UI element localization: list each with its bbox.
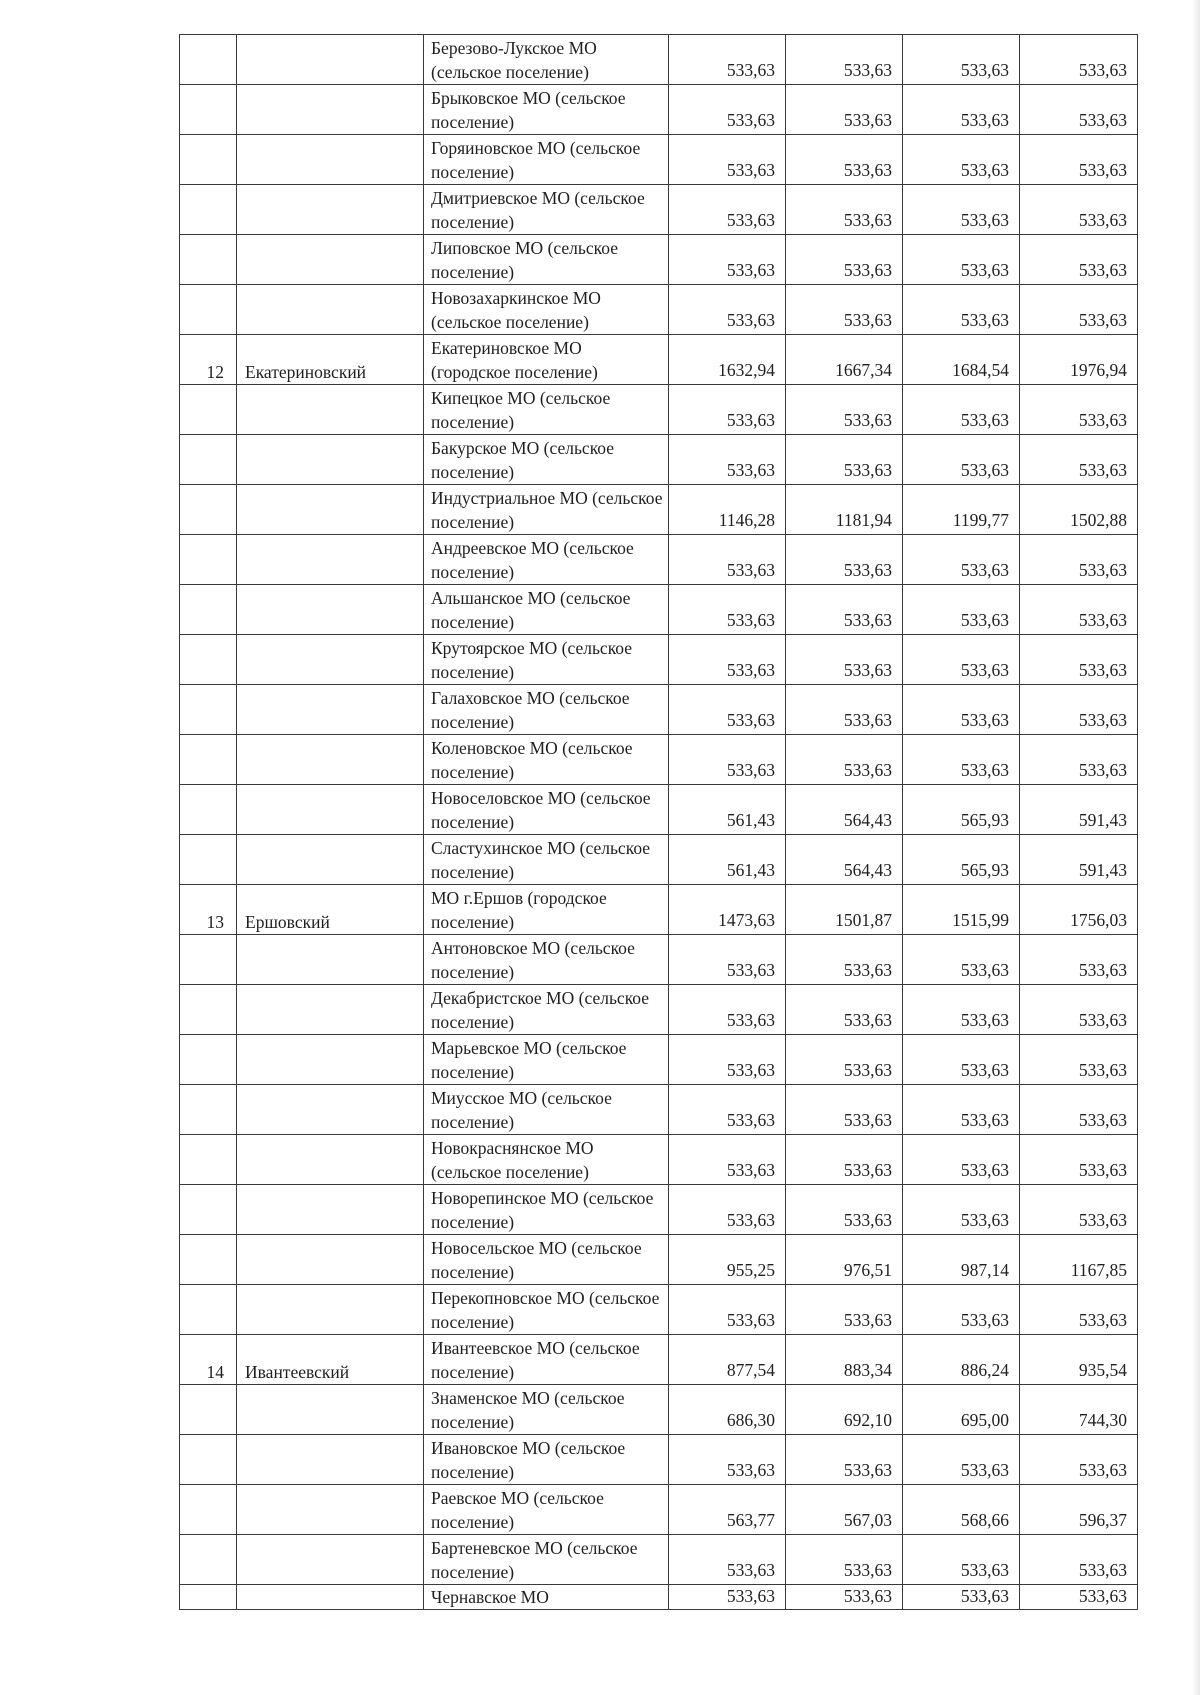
table-row xyxy=(180,485,1138,535)
district-cell xyxy=(237,1085,424,1135)
row-number-cell xyxy=(180,635,237,685)
value-cell-4: 533,63 xyxy=(1020,285,1138,335)
table-body xyxy=(180,35,1138,1610)
value-cell-4: 1502,88 xyxy=(1020,485,1138,535)
value-cell-2: 533,63 xyxy=(786,1585,903,1610)
value-cell-2: 533,63 xyxy=(786,135,903,185)
value-cell-2: 533,63 xyxy=(786,1085,903,1135)
table-row xyxy=(180,35,1138,85)
table-row xyxy=(180,835,1138,885)
district-cell xyxy=(237,585,424,635)
value-cell-4: 1976,94 xyxy=(1020,335,1138,385)
value-cell-2: 533,63 xyxy=(786,735,903,785)
value-cell-1: 955,25 xyxy=(669,1235,786,1285)
value-cell-2: 533,63 xyxy=(786,1435,903,1485)
row-number-cell: 12 xyxy=(180,335,237,385)
scan-edge-shadow xyxy=(1192,0,1200,1695)
table-row xyxy=(180,535,1138,585)
municipality-cell: Новозахаркинское МО (сельское поселение) xyxy=(424,285,669,335)
value-cell-1: 533,63 xyxy=(669,1585,786,1610)
row-number-cell xyxy=(180,285,237,335)
value-cell-3: 1199,77 xyxy=(903,485,1020,535)
value-cell-3: 533,63 xyxy=(903,1135,1020,1185)
value-cell-2: 533,63 xyxy=(786,35,903,85)
value-cell-2: 533,63 xyxy=(786,435,903,485)
table-row xyxy=(180,435,1138,485)
table-row xyxy=(180,585,1138,635)
value-cell-2: 883,34 xyxy=(786,1335,903,1385)
row-number-cell xyxy=(180,135,237,185)
value-cell-3: 533,63 xyxy=(903,1535,1020,1585)
value-cell-4: 533,63 xyxy=(1020,535,1138,585)
row-number-cell: 13 xyxy=(180,885,237,935)
value-cell-4: 533,63 xyxy=(1020,35,1138,85)
value-cell-4: 591,43 xyxy=(1020,835,1138,885)
district-cell xyxy=(237,1185,424,1235)
district-cell xyxy=(237,735,424,785)
district-cell xyxy=(237,1285,424,1335)
municipality-cell: Декабристское МО (сельское поселение) xyxy=(424,985,669,1035)
row-number-cell xyxy=(180,735,237,785)
value-cell-3: 695,00 xyxy=(903,1385,1020,1435)
value-cell-4: 533,63 xyxy=(1020,585,1138,635)
district-cell xyxy=(237,685,424,735)
table-row xyxy=(180,1485,1138,1535)
value-cell-2: 692,10 xyxy=(786,1385,903,1435)
value-cell-1: 533,63 xyxy=(669,635,786,685)
district-cell: Ивантеевский xyxy=(237,1335,424,1385)
row-number-cell xyxy=(180,435,237,485)
municipality-cell: Знаменское МО (сельское поселение) xyxy=(424,1385,669,1435)
value-cell-1: 533,63 xyxy=(669,235,786,285)
value-cell-1: 533,63 xyxy=(669,1435,786,1485)
row-number-cell xyxy=(180,1385,237,1435)
district-cell xyxy=(237,1585,424,1610)
district-cell xyxy=(237,985,424,1035)
value-cell-4: 1167,85 xyxy=(1020,1235,1138,1285)
value-cell-1: 533,63 xyxy=(669,435,786,485)
value-cell-3: 533,63 xyxy=(903,735,1020,785)
value-cell-1: 561,43 xyxy=(669,785,786,835)
municipality-cell: Новосельское МО (сельское поселение) xyxy=(424,1235,669,1285)
row-number-cell xyxy=(180,1485,237,1535)
district-cell: Екатериновский xyxy=(237,335,424,385)
value-cell-3: 533,63 xyxy=(903,285,1020,335)
value-cell-2: 533,63 xyxy=(786,1285,903,1335)
district-cell xyxy=(237,935,424,985)
document-page xyxy=(179,34,1137,1610)
row-number-cell xyxy=(180,985,237,1035)
value-cell-3: 533,63 xyxy=(903,1435,1020,1485)
row-number-cell xyxy=(180,185,237,235)
table-row xyxy=(180,1585,1138,1610)
value-cell-1: 533,63 xyxy=(669,1535,786,1585)
district-cell xyxy=(237,85,424,135)
table-row xyxy=(180,635,1138,685)
value-cell-3: 533,63 xyxy=(903,535,1020,585)
value-cell-2: 533,63 xyxy=(786,1135,903,1185)
table-row xyxy=(180,85,1138,135)
district-cell xyxy=(237,835,424,885)
table-row xyxy=(180,285,1138,335)
value-cell-2: 533,63 xyxy=(786,1535,903,1585)
row-number-cell xyxy=(180,35,237,85)
municipality-cell: Горяиновское МО (сельское поселение) xyxy=(424,135,669,185)
row-number-cell xyxy=(180,685,237,735)
municipality-cell: Ивановское МО (сельское поселение) xyxy=(424,1435,669,1485)
value-cell-4: 533,63 xyxy=(1020,235,1138,285)
value-cell-2: 567,03 xyxy=(786,1485,903,1535)
value-cell-1: 533,63 xyxy=(669,135,786,185)
municipality-cell: Новокраснянское МО (сельское поселение) xyxy=(424,1135,669,1185)
value-cell-4: 533,63 xyxy=(1020,1085,1138,1135)
municipality-cell: Бартеневское МО (сельское поселение) xyxy=(424,1535,669,1585)
table-row xyxy=(180,1335,1138,1385)
value-cell-4: 533,63 xyxy=(1020,1585,1138,1610)
value-cell-1: 533,63 xyxy=(669,1085,786,1135)
municipality-cell: Дмитриевское МО (сельское поселение) xyxy=(424,185,669,235)
district-cell xyxy=(237,1485,424,1535)
value-cell-4: 533,63 xyxy=(1020,1535,1138,1585)
row-number-cell xyxy=(180,1285,237,1335)
value-cell-4: 533,63 xyxy=(1020,985,1138,1035)
value-cell-4: 533,63 xyxy=(1020,85,1138,135)
value-cell-3: 565,93 xyxy=(903,785,1020,835)
value-cell-2: 1501,87 xyxy=(786,885,903,935)
district-cell xyxy=(237,185,424,235)
value-cell-4: 744,30 xyxy=(1020,1385,1138,1435)
value-cell-1: 533,63 xyxy=(669,285,786,335)
table-row xyxy=(180,1035,1138,1085)
value-cell-2: 1667,34 xyxy=(786,335,903,385)
value-cell-1: 533,63 xyxy=(669,935,786,985)
table-row xyxy=(180,1085,1138,1135)
value-cell-1: 533,63 xyxy=(669,1185,786,1235)
table-row xyxy=(180,385,1138,435)
district-cell xyxy=(237,1235,424,1285)
value-cell-1: 533,63 xyxy=(669,585,786,635)
value-cell-3: 533,63 xyxy=(903,385,1020,435)
table-row xyxy=(180,1285,1138,1335)
value-cell-3: 565,93 xyxy=(903,835,1020,885)
table-row xyxy=(180,685,1138,735)
value-cell-3: 533,63 xyxy=(903,235,1020,285)
value-cell-2: 533,63 xyxy=(786,635,903,685)
table-row xyxy=(180,1385,1138,1435)
table-row xyxy=(180,885,1138,935)
row-number-cell xyxy=(180,935,237,985)
value-cell-3: 533,63 xyxy=(903,685,1020,735)
table-row xyxy=(180,335,1138,385)
municipality-cell: Миусское МО (сельское поселение) xyxy=(424,1085,669,1135)
value-cell-2: 533,63 xyxy=(786,985,903,1035)
value-cell-3: 1515,99 xyxy=(903,885,1020,935)
value-cell-4: 596,37 xyxy=(1020,1485,1138,1535)
row-number-cell xyxy=(180,835,237,885)
municipality-cell: Ивантеевское МО (сельское поселение) xyxy=(424,1335,669,1385)
tariff-table xyxy=(179,34,1138,1610)
municipality-cell: Индустриальное МО (сельское поселение) xyxy=(424,485,669,535)
row-number-cell xyxy=(180,1435,237,1485)
value-cell-2: 564,43 xyxy=(786,785,903,835)
value-cell-2: 533,63 xyxy=(786,235,903,285)
municipality-cell: Кипецкое МО (сельское поселение) xyxy=(424,385,669,435)
value-cell-3: 533,63 xyxy=(903,935,1020,985)
value-cell-4: 533,63 xyxy=(1020,685,1138,735)
row-number-cell xyxy=(180,785,237,835)
value-cell-2: 564,43 xyxy=(786,835,903,885)
value-cell-3: 533,63 xyxy=(903,435,1020,485)
municipality-cell: Галаховское МО (сельское поселение) xyxy=(424,685,669,735)
value-cell-4: 1756,03 xyxy=(1020,885,1138,935)
table-row xyxy=(180,1235,1138,1285)
value-cell-2: 976,51 xyxy=(786,1235,903,1285)
value-cell-3: 533,63 xyxy=(903,135,1020,185)
table-row xyxy=(180,135,1138,185)
district-cell xyxy=(237,235,424,285)
district-cell xyxy=(237,1135,424,1185)
municipality-cell: Коленовское МО (сельское поселение) xyxy=(424,735,669,785)
table-row xyxy=(180,735,1138,785)
row-number-cell xyxy=(180,1235,237,1285)
table-row xyxy=(180,935,1138,985)
table-row xyxy=(180,1185,1138,1235)
municipality-cell: Новоселовское МО (сельское поселение) xyxy=(424,785,669,835)
value-cell-2: 533,63 xyxy=(786,285,903,335)
table-row xyxy=(180,185,1138,235)
value-cell-2: 1181,94 xyxy=(786,485,903,535)
municipality-cell: Альшанское МО (сельское поселение) xyxy=(424,585,669,635)
value-cell-1: 877,54 xyxy=(669,1335,786,1385)
value-cell-1: 533,63 xyxy=(669,685,786,735)
row-number-cell xyxy=(180,235,237,285)
value-cell-3: 533,63 xyxy=(903,1285,1020,1335)
value-cell-1: 533,63 xyxy=(669,985,786,1035)
table-row xyxy=(180,235,1138,285)
district-cell xyxy=(237,535,424,585)
value-cell-4: 591,43 xyxy=(1020,785,1138,835)
municipality-cell: Перекопновское МО (сельское поселение) xyxy=(424,1285,669,1335)
value-cell-3: 533,63 xyxy=(903,1185,1020,1235)
district-cell xyxy=(237,1535,424,1585)
value-cell-1: 533,63 xyxy=(669,735,786,785)
value-cell-3: 533,63 xyxy=(903,35,1020,85)
row-number-cell xyxy=(180,1185,237,1235)
district-cell xyxy=(237,635,424,685)
value-cell-1: 686,30 xyxy=(669,1385,786,1435)
value-cell-2: 533,63 xyxy=(786,185,903,235)
municipality-cell: Андреевское МО (сельское поселение) xyxy=(424,535,669,585)
value-cell-2: 533,63 xyxy=(786,685,903,735)
value-cell-3: 568,66 xyxy=(903,1485,1020,1535)
municipality-cell: МО г.Ершов (городское поселение) xyxy=(424,885,669,935)
row-number-cell xyxy=(180,385,237,435)
table-row xyxy=(180,1135,1138,1185)
municipality-cell: Липовское МО (сельское поселение) xyxy=(424,235,669,285)
district-cell xyxy=(237,1435,424,1485)
district-cell xyxy=(237,435,424,485)
value-cell-4: 533,63 xyxy=(1020,935,1138,985)
row-number-cell xyxy=(180,1035,237,1085)
value-cell-2: 533,63 xyxy=(786,85,903,135)
municipality-cell: Брыковское МО (сельское поселение) xyxy=(424,85,669,135)
value-cell-3: 533,63 xyxy=(903,85,1020,135)
district-cell: Ершовский xyxy=(237,885,424,935)
value-cell-1: 533,63 xyxy=(669,35,786,85)
value-cell-4: 533,63 xyxy=(1020,1185,1138,1235)
municipality-cell: Чернавское МО xyxy=(424,1585,669,1610)
municipality-cell: Новорепинское МО (сельское поселение) xyxy=(424,1185,669,1235)
municipality-cell: Марьевское МО (сельское поселение) xyxy=(424,1035,669,1085)
value-cell-4: 533,63 xyxy=(1020,1285,1138,1335)
value-cell-3: 533,63 xyxy=(903,185,1020,235)
value-cell-3: 1684,54 xyxy=(903,335,1020,385)
row-number-cell xyxy=(180,535,237,585)
value-cell-3: 533,63 xyxy=(903,1085,1020,1135)
municipality-cell: Бакурское МО (сельское поселение) xyxy=(424,435,669,485)
value-cell-1: 561,43 xyxy=(669,835,786,885)
value-cell-2: 533,63 xyxy=(786,935,903,985)
district-cell xyxy=(237,35,424,85)
value-cell-1: 563,77 xyxy=(669,1485,786,1535)
value-cell-4: 533,63 xyxy=(1020,1035,1138,1085)
value-cell-3: 533,63 xyxy=(903,1035,1020,1085)
value-cell-4: 935,54 xyxy=(1020,1335,1138,1385)
district-cell xyxy=(237,485,424,535)
district-cell xyxy=(237,1385,424,1435)
table-row xyxy=(180,1435,1138,1485)
municipality-cell: Антоновское МО (сельское поселение) xyxy=(424,935,669,985)
value-cell-1: 533,63 xyxy=(669,185,786,235)
row-number-cell: 14 xyxy=(180,1335,237,1385)
value-cell-4: 533,63 xyxy=(1020,135,1138,185)
municipality-cell: Раевское МО (сельское поселение) xyxy=(424,1485,669,1535)
value-cell-3: 533,63 xyxy=(903,985,1020,1035)
value-cell-1: 533,63 xyxy=(669,1035,786,1085)
value-cell-1: 533,63 xyxy=(669,535,786,585)
value-cell-2: 533,63 xyxy=(786,585,903,635)
municipality-cell: Екатериновское МО (городское поселение) xyxy=(424,335,669,385)
row-number-cell xyxy=(180,1535,237,1585)
district-cell xyxy=(237,135,424,185)
value-cell-2: 533,63 xyxy=(786,1035,903,1085)
row-number-cell xyxy=(180,85,237,135)
value-cell-3: 533,63 xyxy=(903,1585,1020,1610)
row-number-cell xyxy=(180,1085,237,1135)
value-cell-4: 533,63 xyxy=(1020,385,1138,435)
value-cell-1: 533,63 xyxy=(669,1135,786,1185)
value-cell-4: 533,63 xyxy=(1020,185,1138,235)
value-cell-3: 886,24 xyxy=(903,1335,1020,1385)
value-cell-4: 533,63 xyxy=(1020,1135,1138,1185)
value-cell-3: 533,63 xyxy=(903,585,1020,635)
value-cell-2: 533,63 xyxy=(786,1185,903,1235)
value-cell-4: 533,63 xyxy=(1020,635,1138,685)
value-cell-1: 1146,28 xyxy=(669,485,786,535)
value-cell-1: 533,63 xyxy=(669,1285,786,1335)
value-cell-4: 533,63 xyxy=(1020,1435,1138,1485)
district-cell xyxy=(237,1035,424,1085)
district-cell xyxy=(237,385,424,435)
municipality-cell: Сластухинское МО (сельское поселение) xyxy=(424,835,669,885)
value-cell-1: 1632,94 xyxy=(669,335,786,385)
value-cell-4: 533,63 xyxy=(1020,435,1138,485)
municipality-cell: Березово-Лукское МО (сельское поселение) xyxy=(424,35,669,85)
municipality-cell: Крутоярское МО (сельское поселение) xyxy=(424,635,669,685)
table-row xyxy=(180,785,1138,835)
table-row xyxy=(180,1535,1138,1585)
row-number-cell xyxy=(180,1585,237,1610)
value-cell-2: 533,63 xyxy=(786,535,903,585)
value-cell-1: 533,63 xyxy=(669,85,786,135)
value-cell-1: 1473,63 xyxy=(669,885,786,935)
value-cell-4: 533,63 xyxy=(1020,735,1138,785)
value-cell-3: 533,63 xyxy=(903,635,1020,685)
district-cell xyxy=(237,785,424,835)
value-cell-3: 987,14 xyxy=(903,1235,1020,1285)
value-cell-1: 533,63 xyxy=(669,385,786,435)
row-number-cell xyxy=(180,1135,237,1185)
district-cell xyxy=(237,285,424,335)
row-number-cell xyxy=(180,485,237,535)
table-row xyxy=(180,985,1138,1035)
row-number-cell xyxy=(180,585,237,635)
value-cell-2: 533,63 xyxy=(786,385,903,435)
